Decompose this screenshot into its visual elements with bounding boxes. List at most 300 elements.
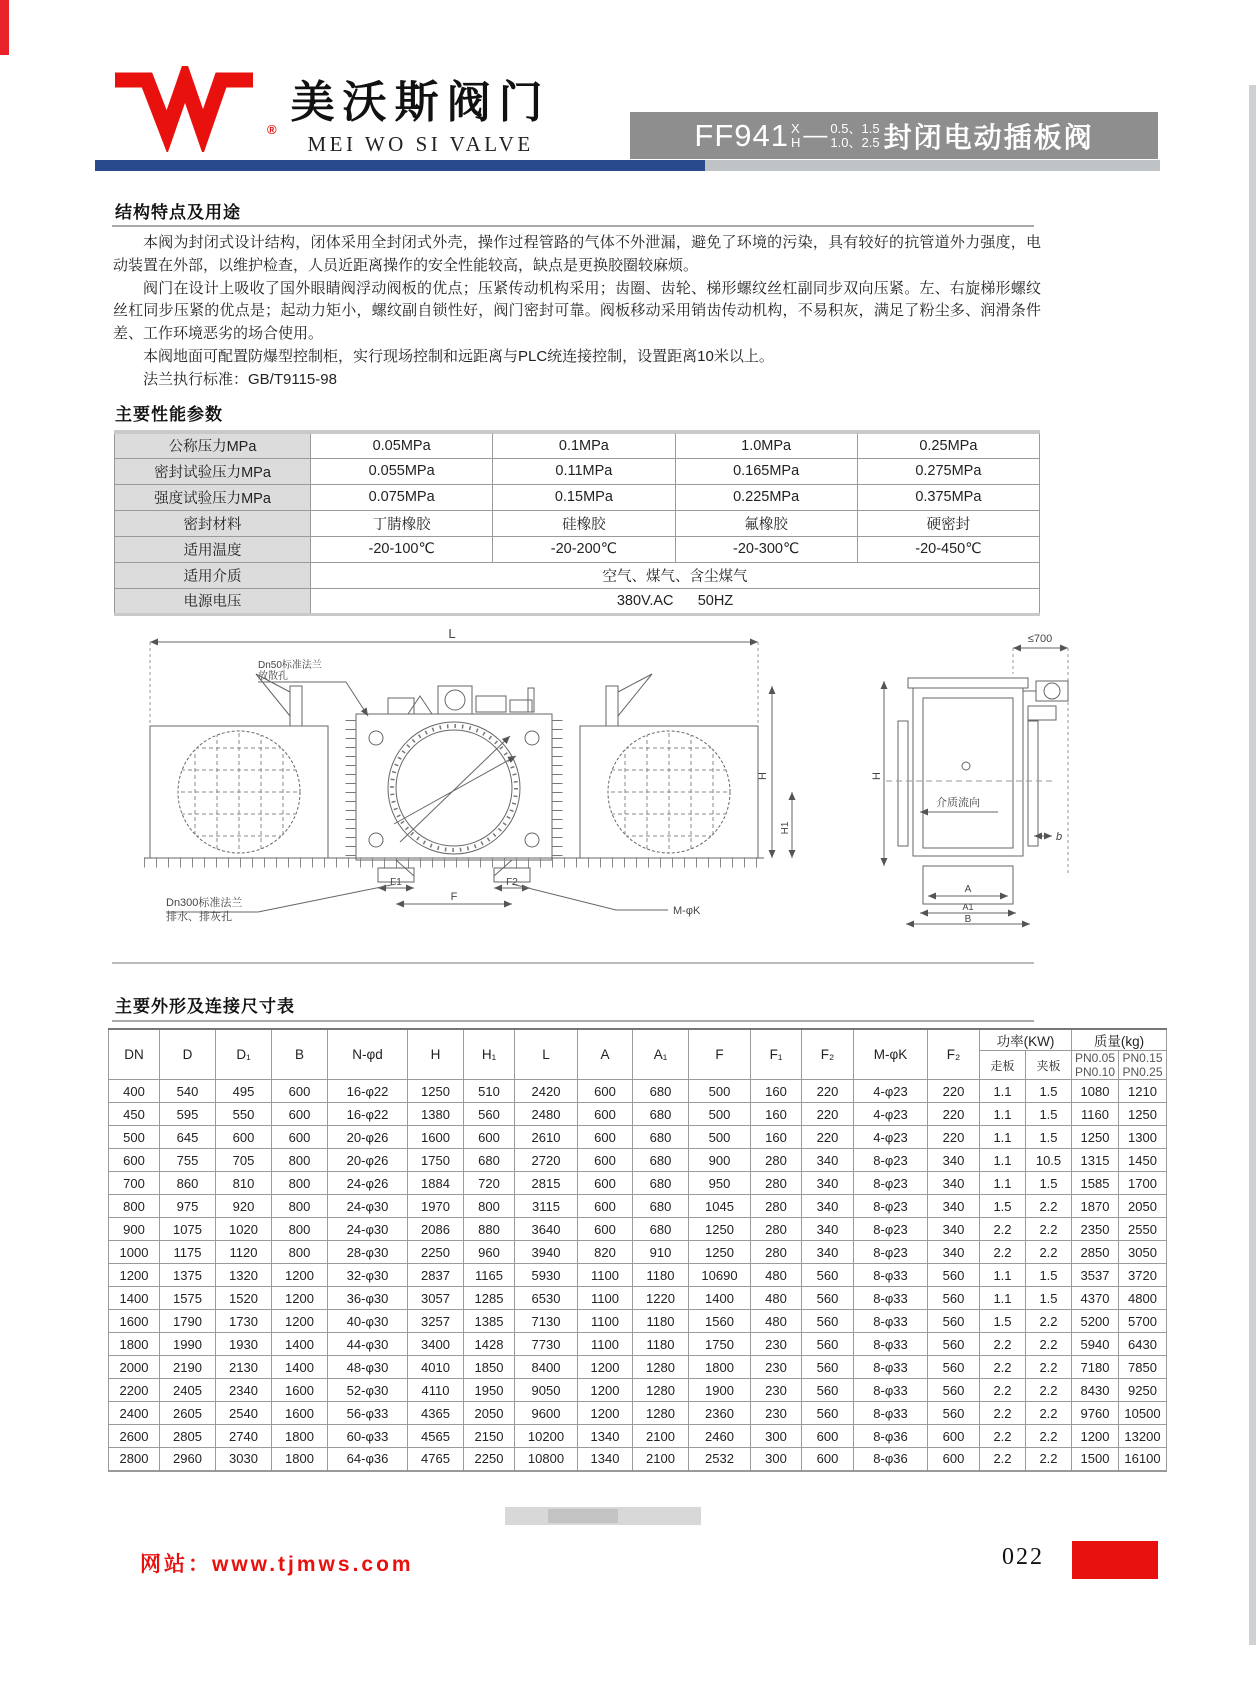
cell: 8-φ33 (854, 1379, 928, 1402)
table-row (109, 1425, 1167, 1448)
column-header: B (272, 1029, 328, 1080)
registered-mark: ® (267, 122, 277, 137)
cell: 20-φ26 (328, 1149, 408, 1172)
cell: 4110 (408, 1379, 464, 1402)
cell: 600 (464, 1126, 515, 1149)
cell: 8-φ23 (854, 1241, 928, 1264)
cell: 2086 (408, 1218, 464, 1241)
cell: 1250 (1072, 1126, 1119, 1149)
cell: 2400 (109, 1402, 160, 1425)
dim-label-F1: F1 (390, 877, 402, 888)
cell: 7180 (1072, 1356, 1119, 1379)
column-group-power: 功率(KW) (980, 1029, 1072, 1051)
table-row (109, 1080, 1167, 1103)
cell: 4370 (1072, 1287, 1119, 1310)
technical-drawing (108, 626, 1158, 928)
side-view (884, 648, 1068, 924)
cell: -20-200℃ (493, 536, 675, 562)
cell: 560 (802, 1402, 854, 1425)
product-title-banner (630, 112, 1158, 159)
cell: 600 (578, 1126, 633, 1149)
cell: 2.2 (980, 1241, 1026, 1264)
cell: 920 (216, 1195, 272, 1218)
cell: 3257 (408, 1310, 464, 1333)
cell: 5940 (1072, 1333, 1119, 1356)
cell: 480 (751, 1310, 802, 1333)
cell: -20-100℃ (311, 536, 493, 562)
cell: 600 (272, 1080, 328, 1103)
cell: 950 (689, 1172, 751, 1195)
dim-label-L: L (448, 626, 456, 641)
cell: 2.2 (1026, 1448, 1072, 1471)
cell: 44-φ30 (328, 1333, 408, 1356)
brand-name-en: MEI WO SI VALVE (307, 132, 534, 156)
cell: 1220 (633, 1287, 689, 1310)
cell: 220 (802, 1126, 854, 1149)
cell: 600 (578, 1103, 633, 1126)
cell: 0.055MPa (311, 458, 493, 484)
cell: 8-φ33 (854, 1333, 928, 1356)
header-divider-blue (95, 160, 705, 171)
cell: 4765 (408, 1448, 464, 1471)
cell: 1400 (689, 1287, 751, 1310)
note-bottom-flange: Dn300标准法兰 (166, 897, 243, 909)
cell: 7130 (515, 1310, 578, 1333)
table-row (109, 1333, 1167, 1356)
cell: 1340 (578, 1425, 633, 1448)
cell: 500 (109, 1126, 160, 1149)
table-row (109, 1310, 1167, 1333)
table-row (115, 484, 1040, 510)
cell: 300 (751, 1448, 802, 1471)
cell: 16-φ22 (328, 1080, 408, 1103)
cell: 680 (633, 1172, 689, 1195)
cell: 2050 (1119, 1195, 1167, 1218)
cell: 2605 (160, 1402, 216, 1425)
column-header: N-φd (328, 1029, 408, 1080)
cell: 1900 (689, 1379, 751, 1402)
cell: 9760 (1072, 1402, 1119, 1425)
cell: 空气、煤气、含尘煤气 (311, 562, 1040, 588)
cell: 1200 (272, 1287, 328, 1310)
note-bottom-hole: 排水、排灰孔 (166, 911, 232, 923)
cell: 1450 (1119, 1149, 1167, 1172)
cell: 64-φ36 (328, 1448, 408, 1471)
cell: 1400 (272, 1356, 328, 1379)
cell: 60-φ33 (328, 1425, 408, 1448)
cell: 280 (751, 1172, 802, 1195)
row-label: 密封材料 (115, 510, 311, 536)
cell: 800 (272, 1149, 328, 1172)
cell: 1850 (464, 1356, 515, 1379)
cell: 220 (802, 1080, 854, 1103)
cell: 3050 (1119, 1241, 1167, 1264)
cell: 1750 (689, 1333, 751, 1356)
cell: 8-φ33 (854, 1402, 928, 1425)
cell: 24-φ26 (328, 1172, 408, 1195)
table-row (109, 1218, 1167, 1241)
cell: 9600 (515, 1402, 578, 1425)
cell: 1250 (408, 1080, 464, 1103)
cell: 960 (464, 1241, 515, 1264)
table-row (109, 1241, 1167, 1264)
model-code: FF941 (694, 117, 790, 153)
cell: 500 (689, 1126, 751, 1149)
cell: 2740 (216, 1425, 272, 1448)
cell: 2800 (109, 1448, 160, 1471)
cell: 6530 (515, 1287, 578, 1310)
cell: 2.2 (980, 1356, 1026, 1379)
cell: 7850 (1119, 1356, 1167, 1379)
performance-table (114, 430, 1040, 616)
cell: 1385 (464, 1310, 515, 1333)
table-row (115, 510, 1040, 536)
cell: 8-φ23 (854, 1218, 928, 1241)
cell: 1045 (689, 1195, 751, 1218)
table-row (115, 458, 1040, 484)
cell: 5200 (1072, 1310, 1119, 1333)
cell: 24-φ30 (328, 1195, 408, 1218)
cell: 2130 (216, 1356, 272, 1379)
cell: 1300 (1119, 1126, 1167, 1149)
dim-label-A: A (964, 884, 972, 895)
cell: 560 (802, 1379, 854, 1402)
table-row (115, 536, 1040, 562)
cell: 2360 (689, 1402, 751, 1425)
cell: 4-φ23 (854, 1103, 928, 1126)
cell: 2.2 (980, 1379, 1026, 1402)
cell: 24-φ30 (328, 1218, 408, 1241)
cell: 8-φ23 (854, 1195, 928, 1218)
cell: 16-φ22 (328, 1103, 408, 1126)
cell: 2837 (408, 1264, 464, 1287)
column-header: H₁ (464, 1029, 515, 1080)
cell: 2.2 (980, 1448, 1026, 1471)
cell: 2600 (109, 1425, 160, 1448)
cell: 1.1 (980, 1172, 1026, 1195)
cell: 280 (751, 1149, 802, 1172)
pressure-sub: 1.0、2.5 (830, 134, 880, 150)
cell: 800 (272, 1218, 328, 1241)
row-label: 密封试验压力MPa (115, 458, 311, 484)
logo-w-icon (105, 66, 265, 152)
cell: 340 (928, 1241, 980, 1264)
cell: 1.1 (980, 1287, 1026, 1310)
cell: 720 (464, 1172, 515, 1195)
column-header: A (578, 1029, 633, 1080)
cell: 560 (928, 1333, 980, 1356)
cell: 1930 (216, 1333, 272, 1356)
cell: 340 (802, 1172, 854, 1195)
cell: 860 (160, 1172, 216, 1195)
cell: 680 (633, 1080, 689, 1103)
cell: 2.2 (1026, 1218, 1072, 1241)
cell: 280 (751, 1218, 802, 1241)
model-dash: — (803, 121, 828, 149)
cell: 220 (928, 1126, 980, 1149)
cell: 2480 (515, 1103, 578, 1126)
cell: 600 (216, 1126, 272, 1149)
cell: 500 (689, 1080, 751, 1103)
cell: 800 (272, 1195, 328, 1218)
cell: 1100 (578, 1264, 633, 1287)
column-header: A₁ (633, 1029, 689, 1080)
cell: 900 (689, 1149, 751, 1172)
cell: 160 (751, 1080, 802, 1103)
cell: 230 (751, 1402, 802, 1425)
table-row (115, 562, 1040, 588)
table-row (109, 1126, 1167, 1149)
dim-label-F: F (450, 891, 458, 903)
table-row (109, 1264, 1167, 1287)
cell: 10800 (515, 1448, 578, 1471)
cell: 550 (216, 1103, 272, 1126)
table-row (109, 1448, 1167, 1471)
cell: 680 (464, 1149, 515, 1172)
cell: 16100 (1119, 1448, 1167, 1471)
row-label: 公称压力MPa (115, 432, 311, 458)
cell: 1080 (1072, 1080, 1119, 1103)
cell: 540 (160, 1080, 216, 1103)
section-rule (112, 1020, 1034, 1022)
cell: 2532 (689, 1448, 751, 1471)
column-subheader: PN0.05 PN0.10 (1072, 1051, 1119, 1080)
cell: 1400 (272, 1333, 328, 1356)
cell: 10690 (689, 1264, 751, 1287)
cell: 1990 (160, 1333, 216, 1356)
dim-label-B: B (964, 914, 972, 925)
table-row (115, 432, 1040, 458)
cell: 2150 (464, 1425, 515, 1448)
cell: 340 (928, 1172, 980, 1195)
section-rule (112, 225, 1034, 227)
cell: 8-φ36 (854, 1448, 928, 1471)
cell: 1800 (689, 1356, 751, 1379)
cell: 2405 (160, 1379, 216, 1402)
table-row (109, 1103, 1167, 1126)
cell: 丁腈橡胶 (311, 510, 493, 536)
cell: 600 (578, 1080, 633, 1103)
cell: 1210 (1119, 1080, 1167, 1103)
cell: 2.2 (1026, 1356, 1072, 1379)
section-title-features: 结构特点及用途 (115, 203, 241, 222)
column-header: H (408, 1029, 464, 1080)
row-label: 电源电压 (115, 588, 311, 614)
column-header: F₂ (802, 1029, 854, 1080)
cell: 8-φ36 (854, 1425, 928, 1448)
page-number: 022 (1002, 1544, 1044, 1570)
dimensions-table (108, 1028, 1167, 1472)
cell: 5700 (1119, 1310, 1167, 1333)
cell: 2050 (464, 1402, 515, 1425)
cell: 800 (272, 1241, 328, 1264)
cell: 2850 (1072, 1241, 1119, 1264)
cell: 氟橡胶 (675, 510, 857, 536)
cell: 700 (109, 1172, 160, 1195)
cell: 2550 (1119, 1218, 1167, 1241)
note-top-flange: Dn50标准法兰 (258, 660, 322, 671)
cell: 1285 (464, 1287, 515, 1310)
column-header: F (689, 1029, 751, 1080)
cell: 0.15MPa (493, 484, 675, 510)
cell: 0.1MPa (493, 432, 675, 458)
paragraph: 本阀地面可配置防爆型控制柜，实行现场控制和远距离与PLC统连接控制，设置距离10米以上。 (143, 347, 774, 365)
paragraph: 本阀为封闭式设计结构，闭体采用全封闭式外壳，操作过程管路的气体不外泄漏，避免了环境的污染，具有较好的抗管道外力强度，电动装置在外部，以维护检查，人员近距离操作的安全性能较高，缺点是更换胶圈较麻烦。 (113, 234, 1041, 274)
cell: 1.1 (980, 1149, 1026, 1172)
cell: 1175 (160, 1241, 216, 1264)
cell: 600 (928, 1448, 980, 1471)
cell: 560 (928, 1379, 980, 1402)
cell: 280 (751, 1195, 802, 1218)
cell: 755 (160, 1149, 216, 1172)
cell: 1.1 (980, 1080, 1026, 1103)
dim-label-H: H (757, 772, 769, 780)
table-row (109, 1149, 1167, 1172)
cell: 1200 (578, 1356, 633, 1379)
flow-direction-label: 介质流向 (936, 797, 980, 809)
cell: 560 (802, 1310, 854, 1333)
cell: 0.075MPa (311, 484, 493, 510)
pressure-stack (830, 122, 879, 149)
cell: 1165 (464, 1264, 515, 1287)
column-header: F₂ (928, 1029, 980, 1080)
cell: 1200 (109, 1264, 160, 1287)
cell: 1428 (464, 1333, 515, 1356)
cell: 560 (928, 1264, 980, 1287)
cell: 2815 (515, 1172, 578, 1195)
cell: 1970 (408, 1195, 464, 1218)
cell: 1600 (408, 1126, 464, 1149)
column-header: F₁ (751, 1029, 802, 1080)
model-suffix-stack (791, 122, 800, 149)
cell: 硅橡胶 (493, 510, 675, 536)
cell: 340 (802, 1218, 854, 1241)
cell: 56-φ33 (328, 1402, 408, 1425)
cell: 4010 (408, 1356, 464, 1379)
cell: 645 (160, 1126, 216, 1149)
cell: 1585 (1072, 1172, 1119, 1195)
cell: 8-φ33 (854, 1287, 928, 1310)
cell: 1884 (408, 1172, 464, 1195)
cell: 560 (928, 1402, 980, 1425)
cell: 1250 (689, 1241, 751, 1264)
column-header: D₁ (216, 1029, 272, 1080)
cell: 10500 (1119, 1402, 1167, 1425)
column-subheader: 走板 (980, 1051, 1026, 1080)
cell: 2100 (633, 1448, 689, 1471)
cell: 1600 (109, 1310, 160, 1333)
cell: 1800 (109, 1333, 160, 1356)
cell: 3940 (515, 1241, 578, 1264)
cell: 1000 (109, 1241, 160, 1264)
cell: 595 (160, 1103, 216, 1126)
cell: 705 (216, 1149, 272, 1172)
cell: 600 (578, 1195, 633, 1218)
cell: 220 (928, 1080, 980, 1103)
cell: 2.2 (980, 1333, 1026, 1356)
cell: 560 (928, 1310, 980, 1333)
cell: 1315 (1072, 1149, 1119, 1172)
cell: 1600 (272, 1379, 328, 1402)
cell: 2.2 (980, 1402, 1026, 1425)
cell: 3115 (515, 1195, 578, 1218)
cell: 480 (751, 1287, 802, 1310)
cell: 2.2 (980, 1425, 1026, 1448)
cell: 1800 (272, 1425, 328, 1448)
cell: 1380 (408, 1103, 464, 1126)
cell: 7730 (515, 1333, 578, 1356)
cell: 2.2 (1026, 1379, 1072, 1402)
cell: 8-φ33 (854, 1356, 928, 1379)
cell: 1.1 (980, 1264, 1026, 1287)
front-view (144, 642, 792, 912)
cell: 8-φ23 (854, 1149, 928, 1172)
cell: 1.1 (980, 1103, 1026, 1126)
cell: 2420 (515, 1080, 578, 1103)
cell: 1200 (272, 1264, 328, 1287)
cell: 9250 (1119, 1379, 1167, 1402)
cell: 4565 (408, 1425, 464, 1448)
website-link[interactable]: 网站：www.tjmws.com (140, 1553, 414, 1576)
cell: 1250 (1119, 1103, 1167, 1126)
cell: 1870 (1072, 1195, 1119, 1218)
cell: 975 (160, 1195, 216, 1218)
dim-label-A1: A1 (962, 902, 974, 912)
cell: 230 (751, 1379, 802, 1402)
model-sup: X (791, 120, 800, 136)
cell: 800 (272, 1172, 328, 1195)
cell: 4-φ23 (854, 1126, 928, 1149)
cell: 1.5 (1026, 1287, 1072, 1310)
cell: 3400 (408, 1333, 464, 1356)
cell: 8430 (1072, 1379, 1119, 1402)
cell: 500 (689, 1103, 751, 1126)
cell: 880 (464, 1218, 515, 1241)
cell: 560 (928, 1287, 980, 1310)
cell: 1200 (1072, 1425, 1119, 1448)
product-name: 封闭电动插板阀 (883, 121, 1094, 153)
cell: 1575 (160, 1287, 216, 1310)
cell: 450 (109, 1103, 160, 1126)
cell: 3057 (408, 1287, 464, 1310)
cell: 5930 (515, 1264, 578, 1287)
table-row (115, 588, 1040, 614)
cell: 600 (272, 1126, 328, 1149)
cell: 0.225MPa (675, 484, 857, 510)
row-label: 强度试验压力MPa (115, 484, 311, 510)
cell: 600 (802, 1425, 854, 1448)
cell: 600 (578, 1149, 633, 1172)
table-row (109, 1172, 1167, 1195)
cell: 1100 (578, 1333, 633, 1356)
cell: 3720 (1119, 1264, 1167, 1287)
cell: 0.11MPa (493, 458, 675, 484)
cell: 8-φ33 (854, 1310, 928, 1333)
cell: 1160 (1072, 1103, 1119, 1126)
cell: 1280 (633, 1402, 689, 1425)
pressure-sup: 0.5、1.5 (830, 120, 880, 136)
cell: 1.5 (980, 1195, 1026, 1218)
cell: 560 (802, 1287, 854, 1310)
dim-label-MK: M-φK (673, 905, 701, 917)
cell: 340 (802, 1195, 854, 1218)
cell: 2805 (160, 1425, 216, 1448)
cell: 600 (928, 1425, 980, 1448)
cell: 硬密封 (857, 510, 1039, 536)
cell: 340 (802, 1149, 854, 1172)
company-logo (105, 66, 551, 157)
cell: -20-450℃ (857, 536, 1039, 562)
